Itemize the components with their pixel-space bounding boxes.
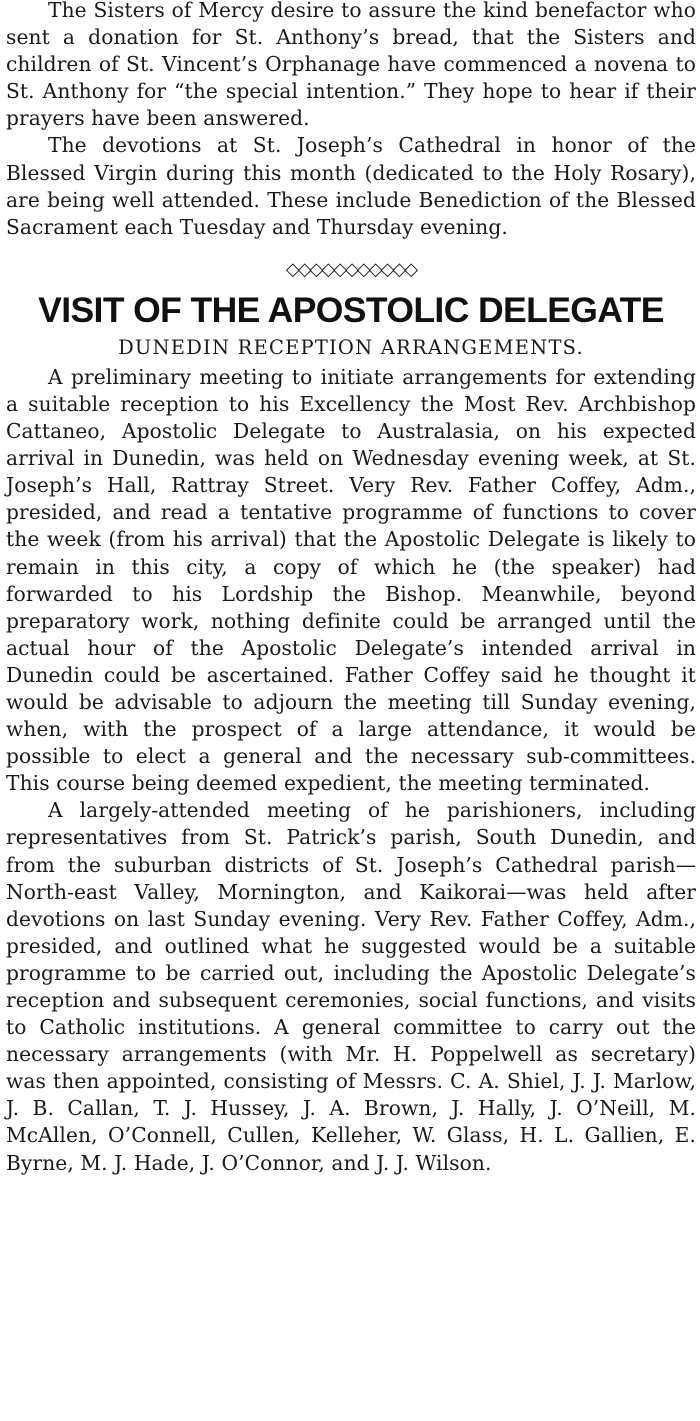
article-headline: VISIT OF THE APOSTOLIC DELEGATE: [38, 289, 664, 330]
article-subheading: DUNEDIN RECEPTION ARRANGEMENTS.: [118, 335, 584, 359]
newspaper-column: [6, 0, 696, 1177]
paragraph-cathedral-devotions: The devotions at St. Joseph’s Cathedral in honor of the Blessed Virgin during this month (dedicated to the Holy Rosary), are being well attended. These include Benediction of the Blessed Sacrament each Tuesday and Thursday evening.: [6, 133, 696, 239]
paragraph-parishioners-meeting: A largely-attended meeting of he parishioners, including representatives from St. Patrick’s parish, South Dunedin, and from the suburban districts of St. Joseph’s Cathedral parish—North-east Valley, Mornington, and Kaikorai—was held after devotions on last Sunday evening. Very Rev. Father Coffey, Adm., presided, and outlined what he suggested would be a suitable programme to be carried out, including the Apostolic Delegate’s reception and subsequent ceremonies, social functions, and visits to Catholic institutions. A general committee to carry out the necessary arrangements (with Mr. H. Poppelwell as secretary) was then appointed, consisting of Messrs. C. A. Shiel, J. J. Marlow, J. B. Callan, T. J. Hussey, J. A. Brown, J. Hally, J. O’Neill, M. McAllen, O’Connell, Cullen, Kelleher, W. Glass, H. L. Gallien, E. Byrne, M. J. Hade, J. O’Connor, and J. J. Wilson.: [6, 798, 696, 1175]
paragraph-preliminary-meeting: A preliminary meeting to initiate arrangements for extending a suitable reception to his Excellency the Most Rev. Archbishop Cattaneo, Apostolic Delegate to Australasia, on his expected arrival in Dunedin, was held on Wednesday evening week, at St. Joseph’s Hall, Rattray Street. Very Rev. Father Coffey, Adm., presided, and read a tentative programme of functions to cover the week (from his arrival) that the Apostolic Delegate is likely to remain in this city, a copy of which he (the speaker) had forwarded to his Lordship the Bishop. Meanwhile, beyond preparatory work, nothing definite could be arranged until the actual hour of the Apostolic Delegate’s intended arrival in Dunedin could be ascertained. Father Coffey said he thought it would be advisable to adjourn the meeting till Sunday evening, when, with the prospect of a large attendance, it would be possible to elect a general and the necessary sub-committees. This course being deemed expedient, the meeting terminated.: [6, 364, 696, 796]
section-divider-ornament: ◇◇◇◇◇◇◇◇◇◇◇: [285, 258, 417, 280]
paragraph-sisters-of-mercy: The Sisters of Mercy desire to assure the kind benefactor who sent a donation for St. Anthony’s bread, that the Sisters and children of St. Vincent’s Orphanage have commenced a novena to St. Anthony for “the special intention.” They hope to hear if their prayers have been answered.: [6, 0, 696, 131]
